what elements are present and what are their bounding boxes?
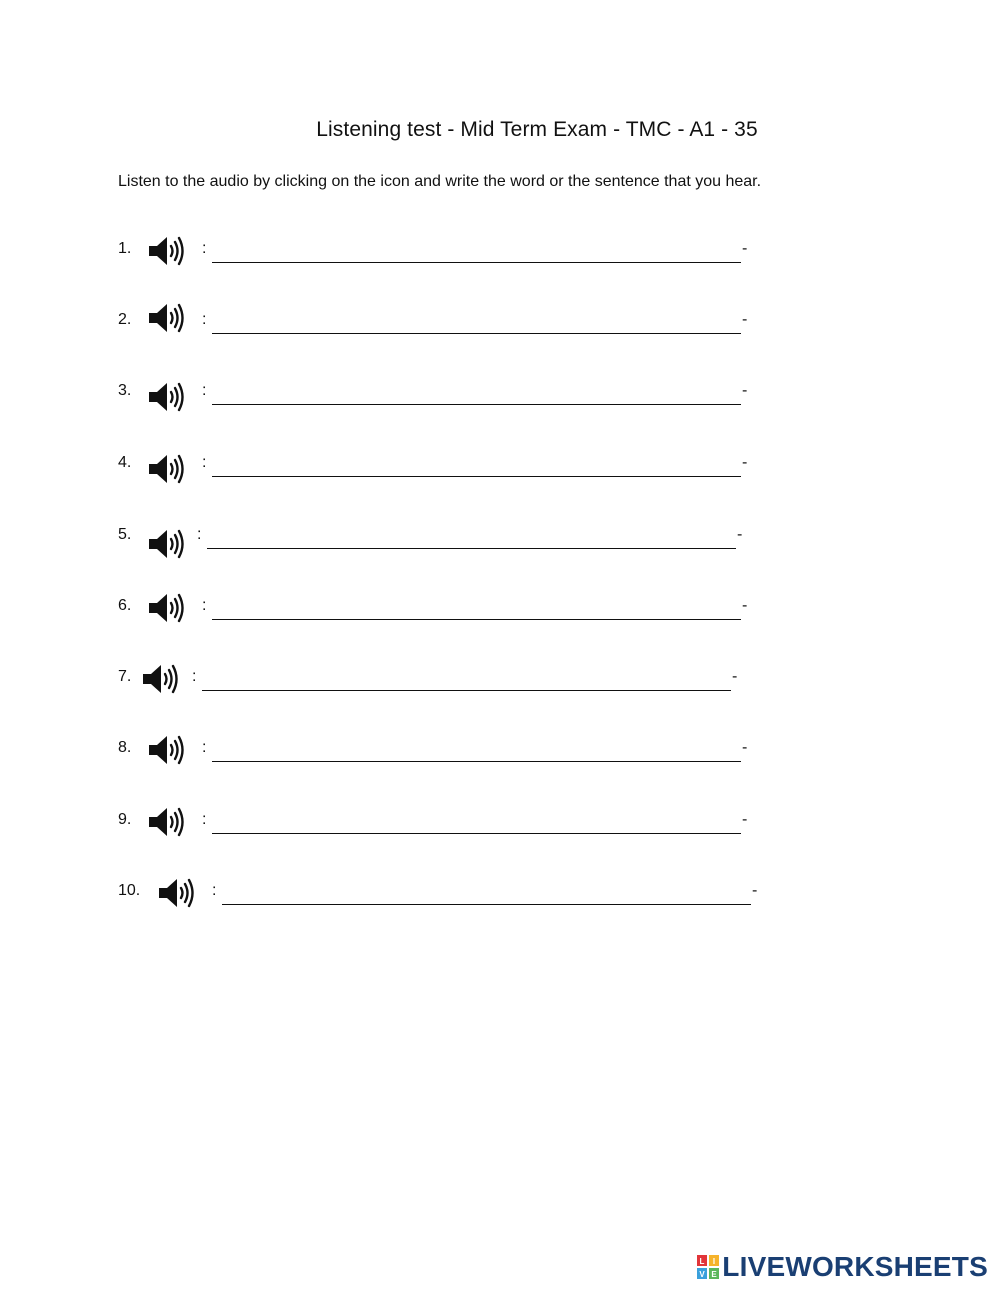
answer-end-dash: -	[742, 382, 748, 399]
svg-text:V: V	[699, 1270, 705, 1279]
question-number: 8.	[118, 739, 132, 756]
question-number: 4.	[118, 454, 132, 471]
answer-colon: :	[202, 811, 207, 828]
answer-field[interactable]	[212, 599, 741, 620]
answer-end-dash: -	[742, 597, 748, 614]
question-item	[0, 379, 1000, 419]
answer-end-dash: -	[742, 454, 748, 471]
question-number: 9.	[118, 811, 132, 828]
answer-field[interactable]	[202, 670, 731, 691]
speaker-icon[interactable]	[147, 734, 187, 766]
svg-text:L: L	[699, 1257, 705, 1266]
answer-colon: :	[202, 382, 207, 399]
question-item	[0, 808, 1000, 848]
answer-field[interactable]	[212, 813, 741, 834]
answer-field[interactable]	[207, 528, 736, 549]
question-number: 2.	[118, 311, 132, 328]
answer-end-dash: -	[742, 311, 748, 328]
question-number: 6.	[118, 597, 132, 614]
question-number: 5.	[118, 526, 132, 543]
answer-end-dash: -	[742, 739, 748, 756]
speaker-icon[interactable]	[147, 302, 187, 334]
answer-colon: :	[202, 739, 207, 756]
liveworksheets-logo	[697, 1252, 988, 1282]
answer-end-dash: -	[732, 668, 738, 685]
answer-field[interactable]	[212, 313, 741, 334]
question-item	[0, 451, 1000, 491]
answer-end-dash: -	[742, 240, 748, 257]
question-item	[0, 523, 1000, 563]
answer-colon: :	[202, 454, 207, 471]
answer-colon: :	[202, 311, 207, 328]
speaker-icon[interactable]	[147, 453, 187, 485]
speaker-icon[interactable]	[157, 877, 197, 909]
question-item	[0, 879, 1000, 919]
answer-colon: :	[197, 526, 202, 543]
question-item	[0, 665, 1000, 705]
answer-field[interactable]	[212, 456, 741, 477]
svg-text:E: E	[711, 1270, 717, 1279]
question-item	[0, 308, 1000, 348]
answer-field[interactable]	[212, 741, 741, 762]
question-number: 3.	[118, 382, 132, 399]
liveworksheets-logo-icon	[697, 1255, 719, 1279]
speaker-icon[interactable]	[147, 528, 187, 560]
svg-text:I: I	[713, 1257, 716, 1266]
question-number: 10.	[118, 882, 141, 899]
answer-field[interactable]	[212, 242, 741, 263]
speaker-icon[interactable]	[147, 235, 187, 267]
answer-colon: :	[212, 882, 217, 899]
speaker-icon[interactable]	[147, 806, 187, 838]
page-title: Listening test - Mid Term Exam - TMC - A1 - 35	[316, 118, 758, 141]
speaker-icon[interactable]	[147, 381, 187, 413]
answer-colon: :	[202, 597, 207, 614]
answer-end-dash: -	[752, 882, 758, 899]
question-item	[0, 736, 1000, 776]
question-number: 7.	[118, 668, 132, 685]
answer-colon: :	[192, 668, 197, 685]
instructions-text: Listen to the audio by clicking on the icon and write the word or the sentence that you hear.	[118, 173, 762, 190]
question-item	[0, 237, 1000, 277]
answer-field[interactable]	[212, 384, 741, 405]
speaker-icon[interactable]	[147, 592, 187, 624]
answer-colon: :	[202, 240, 207, 257]
speaker-icon[interactable]	[141, 663, 181, 695]
answer-end-dash: -	[742, 811, 748, 828]
answer-end-dash: -	[737, 526, 743, 543]
answer-field[interactable]	[222, 884, 751, 905]
question-item	[0, 594, 1000, 634]
question-number: 1.	[118, 240, 132, 257]
logo-text: LIVEWORKSHEETS	[722, 1251, 988, 1282]
